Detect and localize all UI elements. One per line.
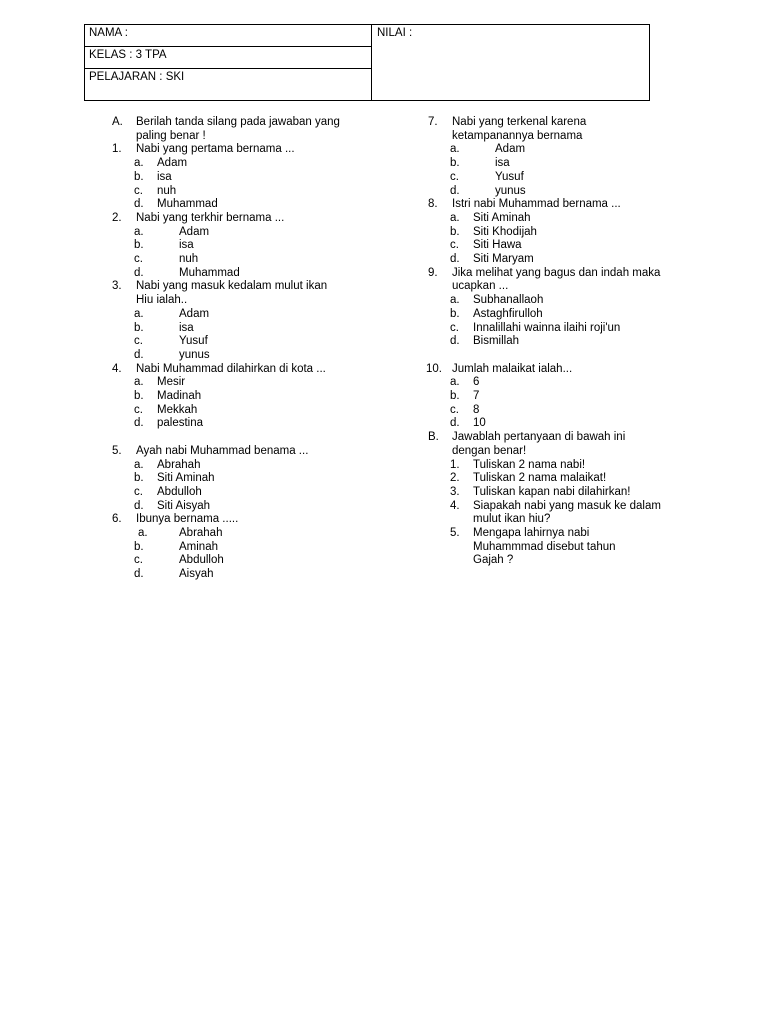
essay-item-4 xyxy=(428,500,688,514)
pelajaran-field[interactable]: PELAJARAN : SKI xyxy=(89,71,185,83)
option-text: Abrahah xyxy=(179,527,223,540)
option-text: 10 xyxy=(473,417,486,430)
option-text: Adam xyxy=(179,307,210,320)
option[interactable] xyxy=(112,527,372,541)
question-9 xyxy=(428,267,688,281)
question-8 xyxy=(428,198,688,212)
option-text: Abdulloh xyxy=(157,485,202,498)
option-text: Mekkah xyxy=(157,403,198,416)
item-text-cont: Muhammmad disebut tahun xyxy=(473,540,616,553)
option[interactable] xyxy=(428,171,688,185)
option[interactable] xyxy=(112,226,372,240)
option-letter: c. xyxy=(134,554,143,567)
option-text: Adam xyxy=(157,157,188,170)
option[interactable] xyxy=(428,157,688,171)
item-text: Tuliskan 2 nama nabi! xyxy=(473,458,586,471)
option-text: Adam xyxy=(495,143,526,156)
question-text: Nabi yang pertama bernama ... xyxy=(136,143,295,156)
option[interactable] xyxy=(112,554,372,568)
section-instruction-cont: paling benar ! xyxy=(136,129,206,142)
section-label: A. xyxy=(112,116,123,128)
option-letter: b. xyxy=(134,540,144,553)
option[interactable] xyxy=(428,143,688,157)
option-text: Yusuf xyxy=(495,170,524,183)
spacer xyxy=(112,431,372,445)
option[interactable] xyxy=(112,459,372,473)
essay-item-5 xyxy=(428,527,688,541)
item-text: Siapakah nabi yang masuk ke dalam xyxy=(473,499,661,512)
option[interactable] xyxy=(112,253,372,267)
option-text: Siti Aminah xyxy=(473,211,531,224)
option-text: 8 xyxy=(473,403,480,416)
option-text: Aisyah xyxy=(179,568,214,581)
essay-item-2 xyxy=(428,472,688,486)
question-number: 4. xyxy=(112,362,122,375)
option[interactable] xyxy=(428,322,688,336)
option[interactable] xyxy=(112,198,372,212)
question-3 xyxy=(112,280,372,294)
option[interactable] xyxy=(112,404,372,418)
option-letter: b. xyxy=(134,170,144,183)
question-7 xyxy=(428,116,688,130)
section-instruction: Jawablah pertanyaan di bawah ini xyxy=(452,431,626,444)
option-text: isa xyxy=(179,321,194,334)
option-text: Yusuf xyxy=(179,335,208,348)
option-letter: a. xyxy=(134,225,144,238)
option[interactable] xyxy=(112,417,372,431)
option[interactable] xyxy=(112,157,372,171)
option[interactable] xyxy=(428,253,688,267)
option-letter: d. xyxy=(450,253,460,266)
option-text: Mesir xyxy=(157,376,186,389)
nilai-field[interactable]: NILAI : xyxy=(377,27,413,39)
question-5 xyxy=(112,445,372,459)
section-label: B. xyxy=(428,431,439,444)
option[interactable] xyxy=(428,294,688,308)
question-number: 2. xyxy=(112,211,122,224)
option-text: Siti Maryam xyxy=(473,253,534,266)
section-instruction: Berilah tanda silang pada jawaban yang xyxy=(136,116,340,128)
question-text: Istri nabi Muhammad bernama ... xyxy=(452,198,621,211)
option-letter: a. xyxy=(134,376,144,389)
option-letter: a. xyxy=(450,211,460,224)
option-letter: b. xyxy=(450,225,460,238)
option[interactable] xyxy=(428,417,688,431)
option-letter: d. xyxy=(134,499,144,512)
option-letter: d. xyxy=(450,184,460,197)
option-text: nuh xyxy=(179,253,199,266)
question-number: 7. xyxy=(428,116,438,128)
left-column xyxy=(112,116,372,582)
option-letter: b. xyxy=(450,157,460,170)
option-text: Astaghfirulloh xyxy=(473,307,543,320)
spacer xyxy=(428,349,688,363)
question-4 xyxy=(112,363,372,377)
essay-item-5-cont xyxy=(428,541,688,555)
question-text: Nabi yang terkenal karena xyxy=(452,116,587,128)
option-letter: c. xyxy=(134,485,143,498)
option-letter: b. xyxy=(134,321,144,334)
option-text: Muhammad xyxy=(179,266,240,279)
section-b-heading xyxy=(428,431,688,445)
item-number: 3. xyxy=(450,485,460,498)
essay-item-4-cont xyxy=(428,513,688,527)
option[interactable] xyxy=(112,486,372,500)
option[interactable] xyxy=(428,308,688,322)
question-text: Ayah nabi Muhammad benama ... xyxy=(136,444,309,457)
kelas-field[interactable]: KELAS : 3 TPA xyxy=(85,47,371,69)
option[interactable] xyxy=(428,376,688,390)
item-text: Mengapa lahirnya nabi xyxy=(473,527,590,540)
right-column xyxy=(428,116,688,568)
option-letter: d. xyxy=(134,266,144,279)
option-letter: d. xyxy=(134,198,144,211)
option-letter: a. xyxy=(134,157,144,170)
option-text: Bismillah xyxy=(473,335,520,348)
option-text: Madinah xyxy=(157,390,202,403)
option-letter: a. xyxy=(450,376,460,389)
question-number: 5. xyxy=(112,444,122,457)
question-text-cont: ucapkan ... xyxy=(452,280,509,293)
option-letter: d. xyxy=(450,417,460,430)
question-text-cont: ketampanannya bernama xyxy=(452,129,583,142)
question-number: 9. xyxy=(428,266,438,279)
option[interactable] xyxy=(112,308,372,322)
essay-item-3 xyxy=(428,486,688,500)
option-letter: c. xyxy=(134,403,143,416)
question-6 xyxy=(112,513,372,527)
item-number: 1. xyxy=(450,458,460,471)
option[interactable] xyxy=(112,171,372,185)
option-text: 6 xyxy=(473,376,480,389)
question-number: 6. xyxy=(112,513,122,526)
item-text-cont: mulut ikan hiu? xyxy=(473,513,551,526)
question-10 xyxy=(426,363,688,377)
option[interactable] xyxy=(112,335,372,349)
option[interactable] xyxy=(112,185,372,199)
option-text: Innalillahi wainna ilaihi roji'un xyxy=(473,321,621,334)
question-text: Nabi yang terkhir bernama ... xyxy=(136,211,285,224)
option-text: Siti Hawa xyxy=(473,239,522,252)
item-text-cont: Gajah ? xyxy=(473,554,514,567)
option-letter: b. xyxy=(450,390,460,403)
option-letter: a. xyxy=(134,307,144,320)
option[interactable] xyxy=(112,322,372,336)
question-text: Ibunya bernama ..... xyxy=(136,513,239,526)
item-text: Tuliskan 2 nama malaikat! xyxy=(473,472,607,485)
option-letter: c. xyxy=(134,253,143,266)
option-text: Abrahah xyxy=(157,458,201,471)
option[interactable] xyxy=(112,472,372,486)
option[interactable] xyxy=(112,349,372,363)
option-text: Subhanallaoh xyxy=(473,294,544,307)
option-letter: c. xyxy=(450,239,459,252)
question-number: 10. xyxy=(426,362,442,375)
option[interactable] xyxy=(112,267,372,281)
option-letter: b. xyxy=(450,307,460,320)
question-number: 3. xyxy=(112,280,122,293)
essay-item-5-cont2 xyxy=(428,554,688,568)
nama-field[interactable]: NAMA : xyxy=(85,25,371,47)
header-left xyxy=(85,25,372,100)
option-text: Siti Aminah xyxy=(157,472,215,485)
option-text: yunus xyxy=(495,184,526,197)
option-letter: c. xyxy=(134,184,143,197)
question-text: Nabi Muhammad dilahirkan di kota ... xyxy=(136,362,326,375)
item-number: 2. xyxy=(450,472,460,485)
essay-item-1 xyxy=(428,459,688,473)
option[interactable] xyxy=(428,185,688,199)
option-text: Aminah xyxy=(179,540,218,553)
option-text: 7 xyxy=(473,390,480,403)
option-text: isa xyxy=(179,239,194,252)
option-letter: a. xyxy=(450,143,460,156)
question-text-cont: Hiu ialah.. xyxy=(136,294,188,307)
option-letter: d. xyxy=(134,568,144,581)
header-table xyxy=(84,24,650,101)
question-text: Jumlah malaikat ialah... xyxy=(452,362,573,375)
section-a-heading xyxy=(112,116,372,130)
option-text: Adam xyxy=(179,225,210,238)
option-letter: a. xyxy=(450,294,460,307)
option[interactable] xyxy=(428,212,688,226)
item-text: Tuliskan kapan nabi dilahirkan! xyxy=(473,485,631,498)
option[interactable] xyxy=(112,568,372,582)
option-letter: c. xyxy=(450,321,459,334)
option-letter: b. xyxy=(134,390,144,403)
option-text: nuh xyxy=(157,184,177,197)
option[interactable] xyxy=(428,404,688,418)
option[interactable] xyxy=(112,390,372,404)
question-1 xyxy=(112,143,372,157)
question-number: 8. xyxy=(428,198,438,211)
option-letter: a. xyxy=(138,527,148,540)
option-letter: c. xyxy=(450,170,459,183)
question-2 xyxy=(112,212,372,226)
question-text: Jika melihat yang bagus dan indah maka xyxy=(452,266,661,279)
option-letter: c. xyxy=(450,403,459,416)
option-text: Siti Khodijah xyxy=(473,225,537,238)
option[interactable] xyxy=(428,390,688,404)
option[interactable] xyxy=(428,226,688,240)
option-text: isa xyxy=(157,170,172,183)
option[interactable] xyxy=(112,239,372,253)
item-number: 4. xyxy=(450,499,460,512)
option-letter: b. xyxy=(134,472,144,485)
option-text: yunus xyxy=(179,348,210,361)
option[interactable] xyxy=(112,541,372,555)
option[interactable] xyxy=(112,500,372,514)
option-text: Muhammad xyxy=(157,198,218,211)
question-text: Nabi yang masuk kedalam mulut ikan xyxy=(136,280,328,293)
option-letter: b. xyxy=(134,239,144,252)
option-text: palestina xyxy=(157,417,204,430)
option-letter: a. xyxy=(134,458,144,471)
option[interactable] xyxy=(112,376,372,390)
section-instruction-cont: dengan benar! xyxy=(452,444,527,457)
option-letter: d. xyxy=(450,335,460,348)
option-letter: d. xyxy=(134,417,144,430)
option[interactable] xyxy=(428,239,688,253)
option-letter: c. xyxy=(134,335,143,348)
question-number: 1. xyxy=(112,143,122,156)
option-letter: d. xyxy=(134,348,144,361)
option-text: Abdulloh xyxy=(179,554,224,567)
option-text: Siti Aisyah xyxy=(157,499,211,512)
option-text: isa xyxy=(495,157,510,170)
item-number: 5. xyxy=(450,527,460,540)
option[interactable] xyxy=(428,335,688,349)
